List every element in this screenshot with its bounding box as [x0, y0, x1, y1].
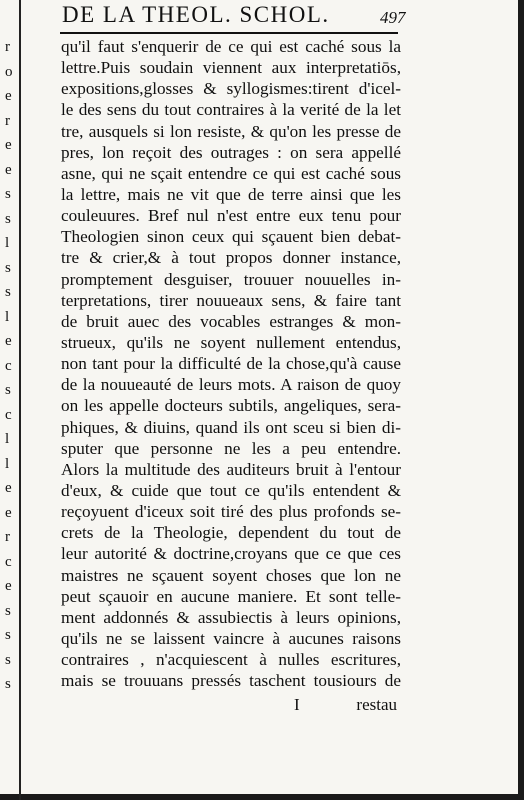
text-line: phiques, & diuins, quand ils ont sceu si bien di-: [61, 417, 401, 437]
margin-fragment: s: [5, 259, 11, 276]
text-line: de la nouueauté de leurs mots. A raison de quoy: [61, 375, 401, 395]
margin-fragment: e: [5, 504, 12, 521]
text-line: promptement desguiser, trouuer nouuelles in-: [61, 269, 401, 289]
text-line: crets de la Theologie, dependent du tout de: [61, 523, 401, 543]
scan-right-edge: [518, 0, 524, 800]
text-line: leur autorité & doctrine,croyans que ce que ces: [61, 544, 401, 564]
text-line: tre & crier,& à tout propos donner instance,: [61, 248, 401, 268]
text-line: expositions,glosses & syllogismes:tirent d'icel-: [61, 79, 401, 99]
text-line: de bruit auec des vocables estranges & mon-: [61, 311, 401, 331]
text-line: contraires , n'acquiescent à nulles escritures,: [61, 650, 401, 670]
catchword: restau: [356, 695, 397, 714]
margin-fragment: l: [5, 431, 10, 447]
margin-fragment: s: [5, 676, 11, 692]
page-header: [62, 2, 482, 32]
margin-fragment: e: [5, 480, 12, 496]
text-line: Theologien sinon ceux qui sçauent bien debat-: [61, 227, 401, 247]
margin-fragment: l: [5, 308, 10, 325]
margin-fragment: l: [5, 235, 10, 251]
text-line: reçoyuent d'iceux soit tiré des plus profonds se-: [61, 502, 401, 522]
margin-fragment: r: [5, 112, 10, 129]
text-line: qu'il faut s'enquerir de ce qui est caché sous la: [61, 37, 401, 56]
page-footer: [61, 695, 401, 717]
margin-fragment: e: [5, 137, 12, 153]
facing-page-margin: [0, 0, 18, 800]
margin-fragment: s: [5, 382, 11, 398]
running-head: DE LA THEOL. SCHOL.: [62, 2, 330, 27]
margin-fragment: s: [5, 602, 11, 619]
text-line: le des sens du tout contraires à la verité de la let: [61, 100, 401, 120]
margin-fragment: r: [5, 529, 10, 545]
page-number: 497: [380, 8, 406, 27]
text-line: asne, qui ne sçait entendre ce qui est caché sous: [61, 163, 401, 183]
margin-fragment: c: [5, 406, 12, 423]
text-line: qu'ils ne se laissent vaincre à aucunes raisons: [61, 628, 401, 648]
text-line: terpretations, tirer nouueaux sens, & faire tant: [61, 290, 401, 310]
margin-fragment: s: [5, 284, 11, 300]
text-line: tre, ausquels si lon resiste, & qu'on les presse de: [61, 121, 401, 141]
header-rule: [60, 32, 398, 34]
margin-fragment: o: [5, 63, 13, 80]
scan-bottom-edge: [0, 794, 524, 800]
text-line: non tant pour la difficulté de la chose,qu'à cause: [61, 354, 401, 374]
text-line: Alors la multitude des auditeurs bruit à l'entour: [61, 459, 401, 479]
gutter-line: [19, 0, 21, 800]
text-line: lettre.Puis soudain viennent aux interpretatiōs,: [61, 58, 401, 78]
margin-fragment: l: [5, 455, 10, 472]
margin-fragment: c: [5, 553, 12, 570]
text-line: pres, lon reçoit des outrages : on sera appellé: [61, 142, 401, 162]
body-text: [61, 36, 401, 691]
margin-fragment: e: [5, 333, 12, 349]
margin-fragment: s: [5, 186, 11, 202]
signature-mark: I: [294, 695, 300, 714]
margin-fragment: s: [5, 210, 11, 227]
text-line: couleuures. Bref nul n'est entre eux tenu pour: [61, 206, 401, 226]
text-line: mais se trouuans pressés taschent tousiours de: [61, 671, 401, 691]
text-line: ment addonnés & assubiectis à leurs opinions,: [61, 607, 401, 627]
text-line: on les appelle docteurs subtils, angeliques, sera-: [61, 396, 401, 416]
margin-fragment: e: [5, 578, 12, 594]
margin-fragment: e: [5, 88, 12, 104]
text-line: d'eux, & cuide que tout ce qu'ils entendent &: [61, 480, 401, 500]
text-line: sputer que personne ne les a peu entendre.: [61, 438, 401, 458]
margin-fragment: r: [5, 39, 10, 55]
margin-fragment: e: [5, 161, 12, 178]
text-line: strueux, qu'ils ne soyent nullement entendus,: [61, 332, 401, 352]
text-line: la lettre, mais ne vit que de terre ainsi que les: [61, 184, 401, 204]
text-line: maistres ne sçauent soyent choses que lon ne: [61, 565, 401, 585]
margin-fragment: s: [5, 651, 11, 668]
margin-fragment: s: [5, 627, 11, 643]
text-line: peut sçauoir en aucune maniere. Et sont telle-: [61, 586, 401, 606]
margin-fragment: c: [5, 357, 12, 374]
